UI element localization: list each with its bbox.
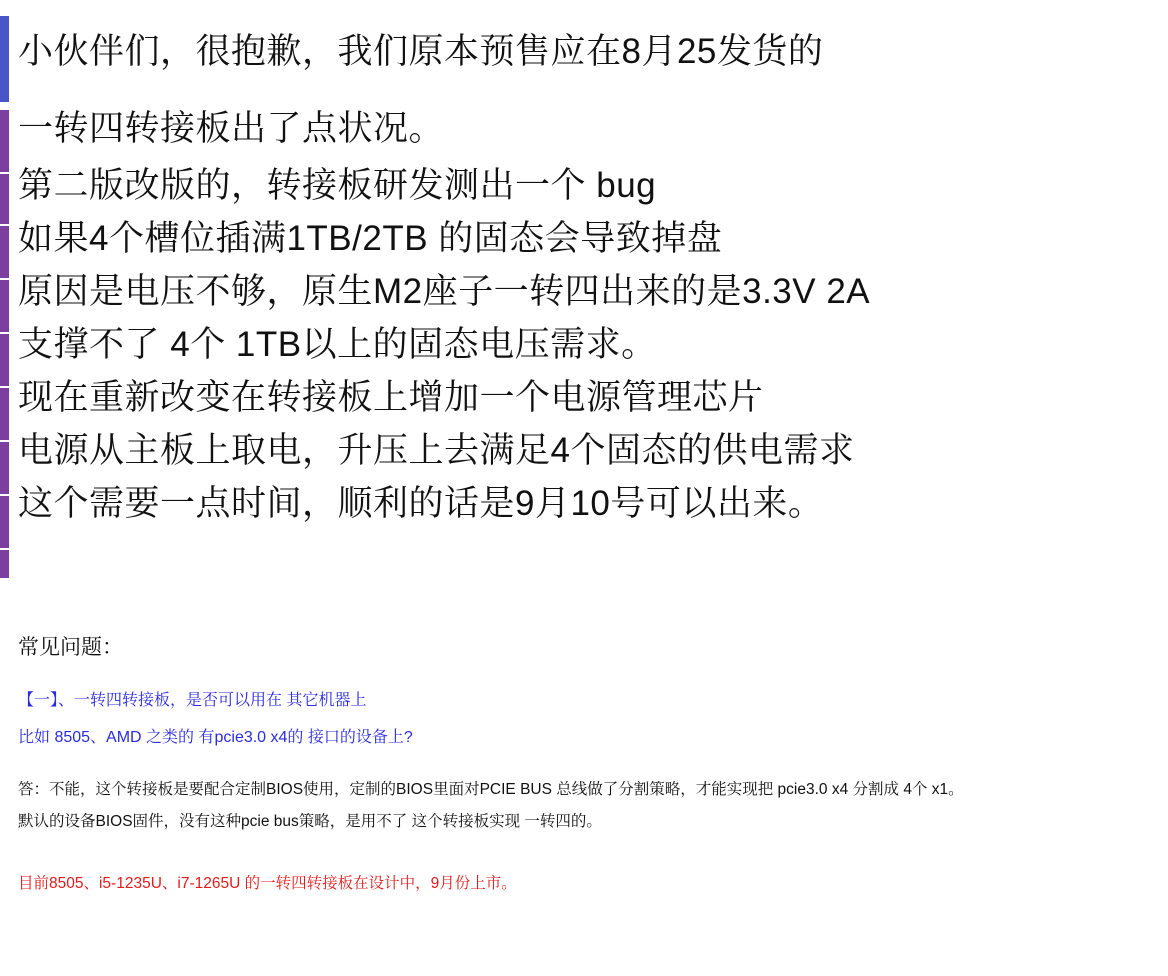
accent-bar-3 — [0, 174, 9, 224]
body-line-7: 这个需要一点时间，顺利的话是9月10号可以出来。 — [18, 484, 824, 523]
accent-bar-5 — [0, 280, 9, 332]
accent-bar-7 — [0, 388, 9, 440]
body-line-6: 电源从主板上取电，升压上去满足4个固态的供电需求 — [18, 431, 855, 470]
accent-bar-2 — [0, 110, 9, 172]
faq-answer-line-2: 默认的设备BIOS固件，没有这种pcie bus策略，是用不了 这个转接板实现 一转四的。 — [18, 813, 602, 830]
accent-bar-10 — [0, 550, 9, 578]
body-line-5: 现在重新改变在转接板上增加一个电源管理芯片 — [18, 378, 764, 417]
body-line-3: 原因是电压不够，原生M2座子一转四出来的是3.3V 2A — [18, 272, 871, 311]
accent-bar-6 — [0, 334, 9, 386]
accent-bar-8 — [0, 442, 9, 494]
footer-note: 目前8505、i5-1235U、i7-1265U 的一转四转接板在设计中，9月份上市。 — [18, 875, 517, 892]
accent-bar-9 — [0, 496, 9, 548]
accent-bar-4 — [0, 226, 9, 278]
headline-line-1: 小伙伴们，很抱歉，我们原本预售应在8月25发货的 — [18, 32, 824, 71]
faq-section-title: 常见问题： — [18, 636, 123, 659]
body-line-4: 支撑不了 4个 1TB以上的固态电压需求。 — [18, 325, 657, 364]
document-content — [18, 0, 1148, 893]
faq-answer-line-1: 答：不能，这个转接板是要配合定制BIOS使用，定制的BIOS里面对PCIE BUS 总线做了分割策略，才能实现把 pcie3.0 x4 分割成 4个 x1。 — [18, 781, 964, 798]
headline-line-2: 一转四转接板出了点状况。 — [18, 109, 445, 148]
accent-bar-1 — [0, 16, 9, 102]
body-line-2: 如果4个槽位插满1TB/2TB 的固态会导致掉盘 — [18, 219, 723, 258]
faq-question-line-1: 【一】、一转四转接板，是否可以用在 其它机器上 — [18, 692, 367, 709]
left-accent-bars — [0, 0, 12, 976]
faq-question-line-2: 比如 8505、AMD 之类的 有pcie3.0 x4的 接口的设备上? — [18, 729, 413, 746]
body-block — [18, 168, 1148, 521]
body-line-1: 第二版改版的，转接板研发测出一个 bug — [18, 166, 657, 205]
